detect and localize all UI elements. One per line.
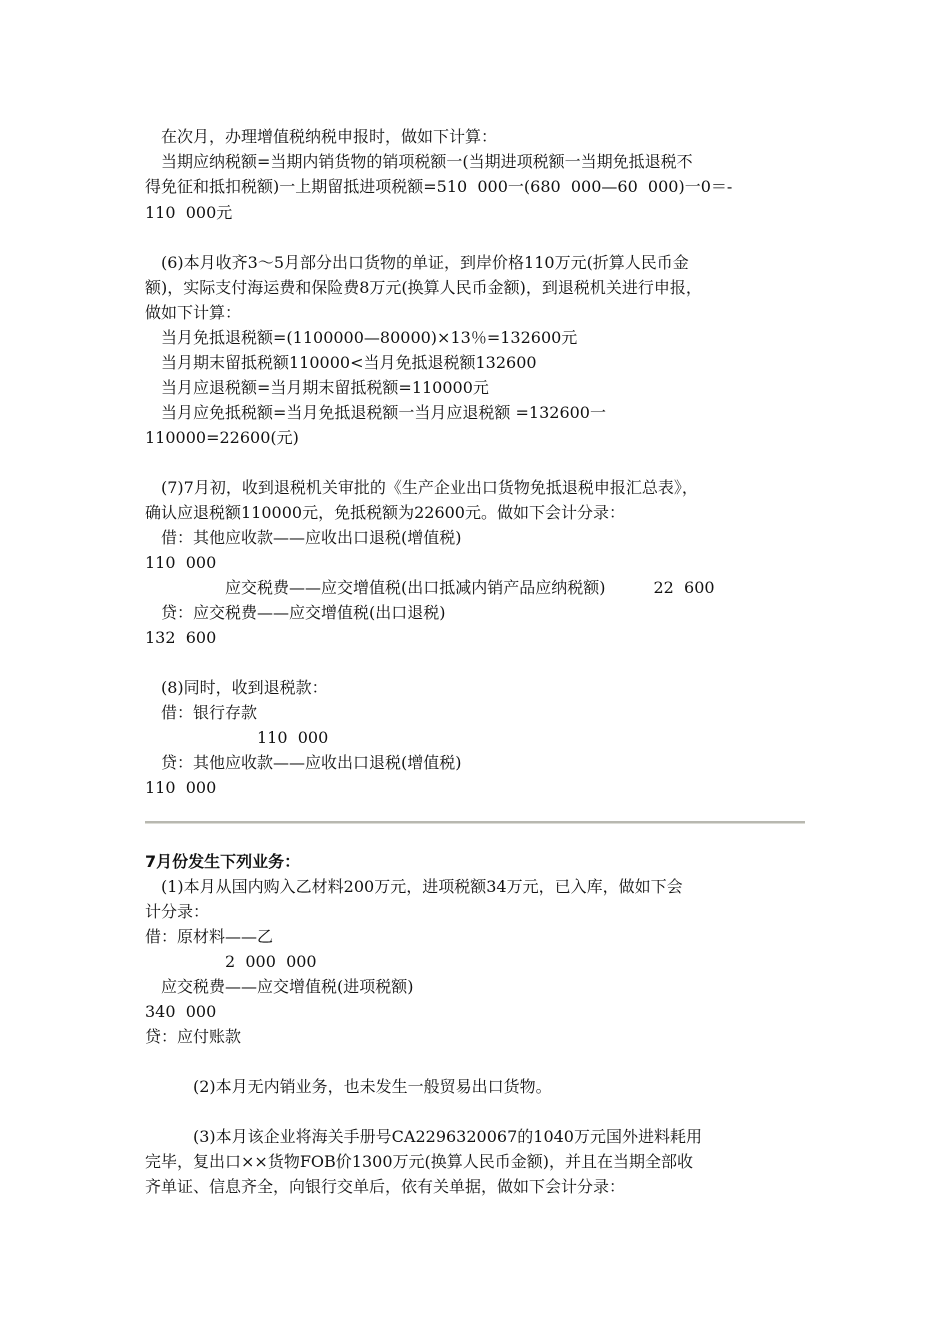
text-line: 2 000 000 bbox=[145, 952, 317, 971]
text-line: 340 000 bbox=[145, 1002, 217, 1021]
text-line: (3)本月该企业将海关手册号CA2296320067的1040万元国外进料耗用 bbox=[145, 1127, 702, 1146]
text-line: (1)本月从国内购入乙材料200万元，进项税额34万元，已入库，做如下会 bbox=[145, 877, 683, 896]
text-line: 借：其他应收款——应收出口退税(增值税) bbox=[145, 528, 462, 547]
text-line: 当期应纳税额=当期内销货物的销项税额一(当期进项税额一当期免抵退税不 bbox=[145, 152, 693, 171]
text-line: 贷：应交税费——应交增值税(出口退税) bbox=[145, 603, 446, 622]
text-line: (8)同时，收到退税款： bbox=[145, 678, 328, 697]
text-line: 当月期末留抵税额110000<当月免抵退税额132600 bbox=[145, 353, 537, 372]
section-heading: 7月份发生下列业务： bbox=[145, 852, 301, 871]
horizontal-divider bbox=[145, 821, 805, 824]
text-line: 当月免抵退税额=(1100000—80000)×13％=132600元 bbox=[145, 328, 578, 347]
text-line: 110 000 bbox=[145, 778, 217, 797]
text-line: 110 000 bbox=[145, 553, 217, 572]
text-line: 在次月，办理增值税纳税申报时，做如下计算： bbox=[145, 127, 498, 146]
text-line: 做如下计算： bbox=[145, 303, 242, 322]
text-line: 110 000 bbox=[145, 728, 329, 747]
text-line: 110000=22600(元) bbox=[145, 428, 299, 447]
text-line: 贷：其他应收款——应收出口退税(增值税) bbox=[145, 753, 462, 772]
text-line: 应交税费——应交增值税(出口抵减内销产品应纳税额) 22 600 bbox=[145, 578, 715, 597]
text-line: 132 600 bbox=[145, 628, 217, 647]
text-line: 额)，实际支付海运费和保险费8万元(换算人民币金额)，到退税机关进行申报， bbox=[145, 278, 702, 297]
text-line: (2)本月无内销业务，也未发生一般贸易出口货物。 bbox=[145, 1077, 552, 1096]
text-line: 当月应退税额=当月期末留抵税额=110000元 bbox=[145, 378, 489, 397]
text-line: 借：银行存款 bbox=[145, 703, 258, 722]
text-line: 当月应免抵税额=当月免抵退税额一当月应退税额 =132600一 bbox=[145, 403, 606, 422]
text-line: 应交税费——应交增值税(进项税额) bbox=[145, 977, 414, 996]
text-line: 得免征和抵扣税额)一上期留抵进项税额=510 000一(680 000—60 000)一0＝- bbox=[145, 177, 733, 196]
text-line: (7)7月初，收到退税机关审批的《生产企业出口货物免抵退税申报汇总表》， bbox=[145, 478, 698, 497]
text-line: 贷：应付账款 bbox=[145, 1027, 242, 1046]
text-line: 借：原材料——乙 bbox=[145, 927, 274, 946]
text-line: 110 000元 bbox=[145, 203, 233, 222]
text-line: 确认应退税额110000元，免抵税额为22600元。做如下会计分录： bbox=[145, 503, 625, 522]
text-line: 完毕，复出口××货物FOB价1300万元(换算人民币金额)，并且在当期全部收 bbox=[145, 1152, 693, 1171]
text-line: 齐单证、信息齐全，向银行交单后，依有关单据，做如下会计分录： bbox=[145, 1177, 626, 1196]
text-line: (6)本月收齐3～5月部分出口货物的单证，到岸价格110万元(折算人民币金 bbox=[145, 253, 689, 272]
text-line: 计分录： bbox=[145, 902, 210, 921]
